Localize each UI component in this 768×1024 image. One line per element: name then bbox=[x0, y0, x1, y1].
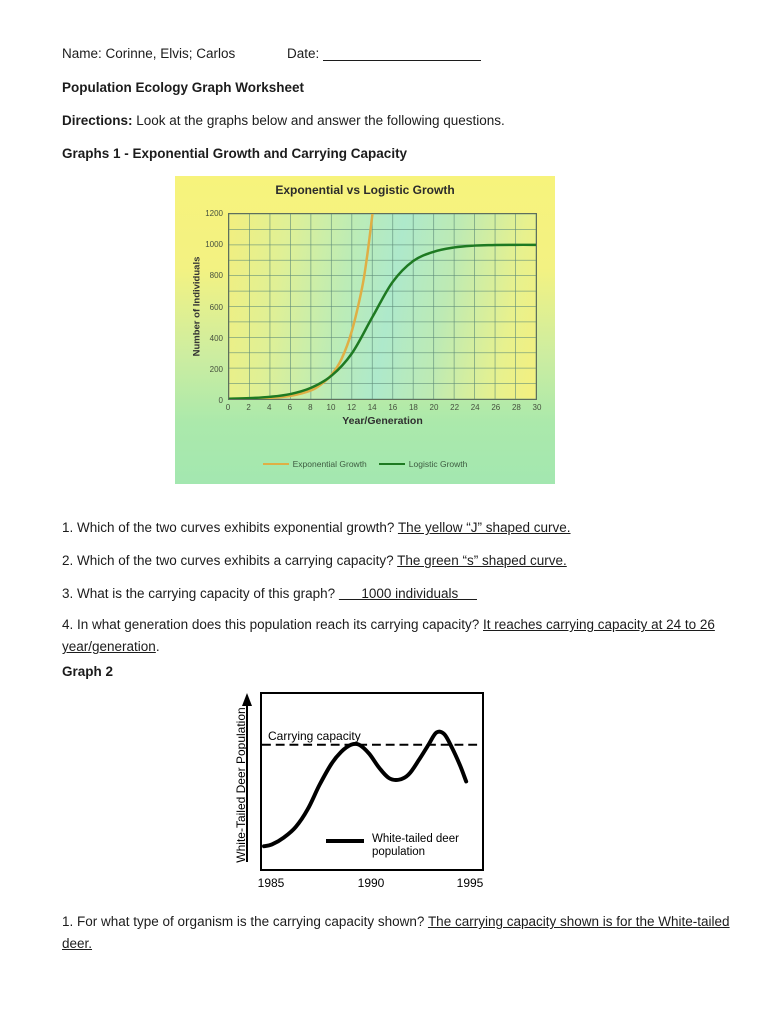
chart1-y-ticks bbox=[175, 209, 223, 405]
graph2-heading: Graph 2 bbox=[62, 664, 114, 679]
question-2-answer: The green “s” shaped curve. bbox=[397, 553, 567, 568]
chart1-x-ticks bbox=[225, 403, 542, 413]
deer-line-swatch bbox=[326, 839, 364, 843]
exponential-line-swatch bbox=[263, 463, 289, 465]
date-blank-line bbox=[323, 47, 481, 61]
name-date-row bbox=[62, 46, 706, 61]
tick-1995: 1995 bbox=[456, 876, 484, 890]
y-tick-label: 600 bbox=[209, 302, 223, 312]
exponential-logistic-chart-svg bbox=[229, 214, 536, 399]
chart1-legend bbox=[175, 459, 555, 469]
question-4-suffix: . bbox=[155, 639, 160, 654]
question-1 bbox=[62, 517, 756, 539]
y-tick-label: 0 bbox=[218, 396, 223, 405]
question-2 bbox=[62, 550, 756, 572]
exponential-logistic-chart bbox=[175, 176, 555, 484]
graph2-question-1 bbox=[62, 911, 756, 955]
x-tick-label: 30 bbox=[532, 403, 542, 412]
x-tick-label: 2 bbox=[246, 403, 251, 412]
y-tick-label: 200 bbox=[209, 364, 223, 374]
y-tick-label: 1200 bbox=[205, 209, 223, 218]
x-tick-label: 12 bbox=[347, 403, 357, 412]
x-tick-label: 26 bbox=[491, 403, 501, 412]
name-field-text: Name: Corinne, Elvis; Carlos bbox=[62, 46, 236, 61]
graph2-question-1-answer: The carrying capacity shown is for the White-tailed deer. bbox=[62, 914, 730, 951]
legend-label-logistic: Logistic Growth bbox=[408, 459, 468, 469]
chart1-title: Exponential vs Logistic Growth bbox=[275, 183, 455, 197]
chart2-x-ticks bbox=[225, 876, 487, 890]
x-tick-label: 16 bbox=[388, 403, 398, 412]
date-field bbox=[287, 46, 481, 61]
chart2-plot-area bbox=[260, 692, 484, 871]
chart2-legend-label bbox=[372, 833, 459, 859]
chart2-y-axis-label: White-Tailed Deer Population bbox=[234, 707, 248, 863]
directions-label: Directions: bbox=[62, 113, 133, 128]
x-tick-label: 10 bbox=[326, 403, 336, 412]
y-tick-label: 1000 bbox=[205, 240, 223, 250]
date-label: Date: bbox=[287, 46, 320, 61]
x-tick-label: 4 bbox=[266, 403, 272, 412]
y-tick-label: 800 bbox=[209, 271, 223, 281]
x-tick-label: 0 bbox=[225, 403, 231, 412]
page-title: Population Ecology Graph Worksheet bbox=[62, 80, 305, 95]
question-4-text: 4. In what generation does this population reach its carrying capacity? bbox=[62, 617, 483, 632]
directions-line bbox=[62, 113, 505, 128]
x-tick-label: 18 bbox=[408, 403, 418, 412]
chart1-plot-area bbox=[228, 213, 537, 400]
graph2-question-1-text: 1. For what type of organism is the carrying capacity shown? bbox=[62, 914, 428, 929]
carrying-capacity-label: Carrying capacity bbox=[268, 729, 361, 743]
x-tick-label: 8 bbox=[308, 403, 313, 412]
y-axis-arrow-icon bbox=[241, 692, 253, 866]
x-tick-label: 24 bbox=[470, 403, 480, 412]
question-4-answer: It reaches carrying capacity at 24 to 26 year/generation bbox=[62, 617, 715, 654]
graphs1-heading: Graphs 1 - Exponential Growth and Carrying Capacity bbox=[62, 146, 408, 161]
x-tick-label: 20 bbox=[429, 403, 439, 412]
logistic-line-swatch bbox=[379, 463, 405, 465]
tick-1985: 1985 bbox=[257, 876, 285, 890]
question-1-text: 1. Which of the two curves exhibits exponential growth? bbox=[62, 520, 398, 535]
question-3 bbox=[62, 583, 756, 605]
legend-line-2: population bbox=[372, 846, 426, 858]
question-4 bbox=[62, 614, 756, 658]
question-1-answer: The yellow “J” shaped curve. bbox=[397, 520, 571, 535]
chart1-x-axis-label: Year/Generation bbox=[342, 415, 423, 427]
x-tick-label: 14 bbox=[367, 403, 377, 412]
deer-population-chart bbox=[225, 690, 487, 895]
directions-text: Look at the graphs below and answer the following questions. bbox=[132, 113, 505, 128]
x-tick-label: 6 bbox=[287, 403, 293, 412]
legend-item-logistic bbox=[379, 459, 468, 469]
legend-label-exponential: Exponential Growth bbox=[292, 459, 367, 469]
x-tick-label: 22 bbox=[450, 403, 460, 412]
legend-line-1: White-tailed deer bbox=[372, 833, 459, 845]
legend-item-exponential bbox=[263, 459, 367, 469]
question-3-answer: 1000 individuals bbox=[338, 586, 477, 601]
chart2-legend bbox=[326, 833, 459, 859]
x-tick-label: 28 bbox=[511, 403, 521, 412]
tick-1990: 1990 bbox=[357, 876, 385, 890]
chart1-y-axis-label: Number of Individuals bbox=[191, 256, 203, 357]
y-tick-label: 400 bbox=[209, 333, 223, 343]
question-3-text: 3. What is the carrying capacity of this graph? bbox=[62, 586, 339, 601]
question-2-text: 2. Which of the two curves exhibits a carrying capacity? bbox=[62, 553, 398, 568]
